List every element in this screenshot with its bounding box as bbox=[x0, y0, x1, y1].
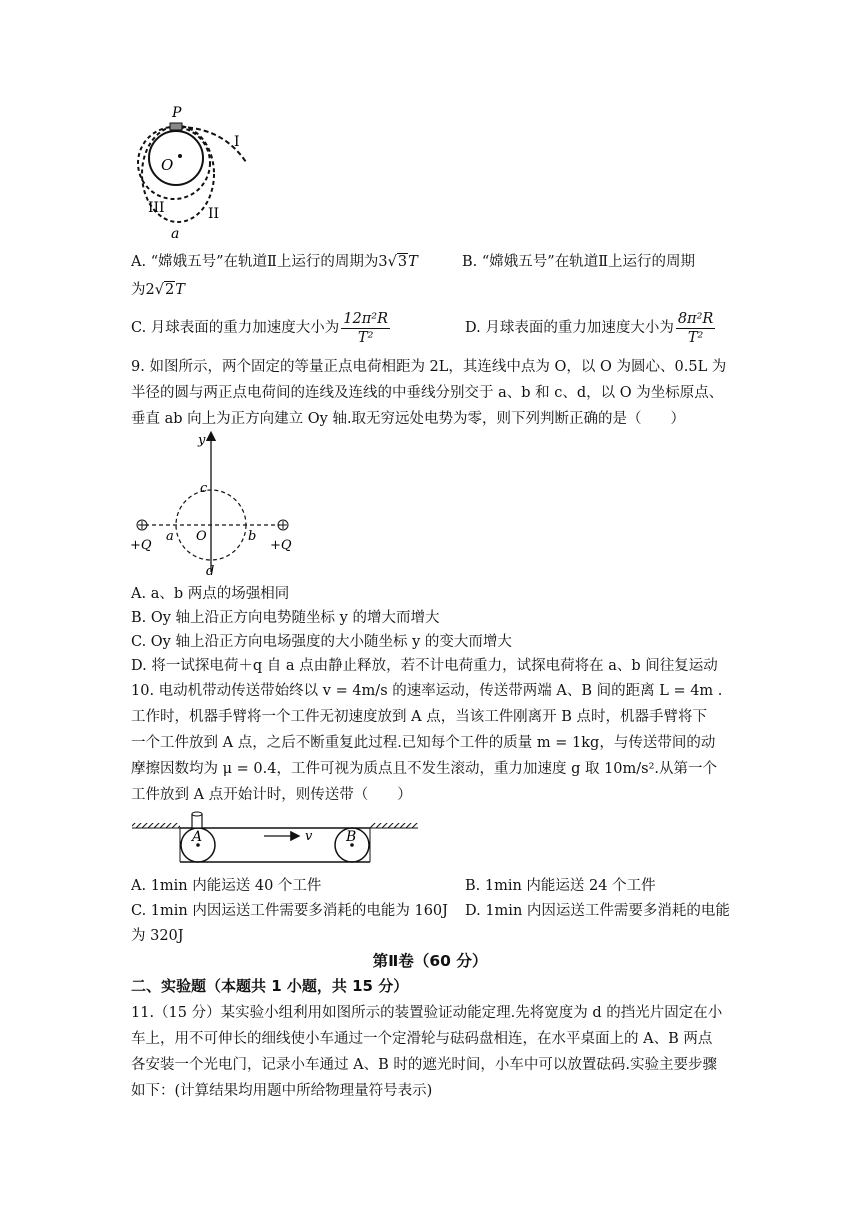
q10-option-d-wrap: 为 320J bbox=[131, 928, 184, 944]
q8-a-radicand: 3 bbox=[397, 254, 408, 270]
q11-line4: 如下：(计算结果均用题中所给物理量符号表示) bbox=[131, 1083, 433, 1099]
q8-option-b: B. “嫦娥五号”在轨道Ⅱ上运行的周期 bbox=[462, 254, 696, 270]
label-II: II bbox=[208, 206, 220, 222]
q8-a-coef: 3 bbox=[378, 254, 388, 270]
q9-option-d: D. 将一试探电荷＋q 自 a 点由静止释放，若不计电荷重力，试探电荷将在 a、b 间往复运动 bbox=[131, 658, 718, 674]
q10-option-d: D. 1min 内因运送工件需要多消耗的电能 bbox=[465, 903, 730, 919]
q8-option-a-row: A. “嫦娥五号”在轨道Ⅱ上运行的周期为3√3T bbox=[131, 254, 418, 270]
moon-center-dot bbox=[178, 154, 182, 158]
q11-line3: 各安装一个光电门，记录小车通过 A、B 时的遮光时间，小车中可以放置砝码.实验主要步骤 bbox=[131, 1057, 717, 1073]
q8-option-b-wrap: 为2√2T bbox=[131, 282, 185, 298]
conveyor-diagram bbox=[130, 810, 422, 868]
q9-option-c: C. Oy 轴上沿正方向电场强度的大小随坐标 y 的变大而增大 bbox=[131, 634, 512, 650]
q9-option-b: B. Oy 轴上沿正方向电势随坐标 y 的增大而增大 bbox=[131, 610, 440, 626]
q8-option-d-row bbox=[465, 309, 715, 347]
q10-stem-line1: 10. 电动机带动传送带始终以 v = 4m/s 的速率运动，传送带两端 A、B 间的距离 L = 4m . bbox=[131, 683, 723, 699]
label-y: y bbox=[198, 433, 206, 448]
label-a: a bbox=[171, 226, 180, 240]
q8-option-d: D. 月球表面的重力加速度大小为 bbox=[465, 320, 674, 336]
q8-option-a: A. “嫦娥五号”在轨道Ⅱ上运行的周期为 bbox=[131, 254, 379, 270]
orbit-diagram bbox=[128, 100, 258, 240]
q10-option-c: C. 1min 内因运送工件需要多消耗的电能为 160J bbox=[131, 903, 448, 919]
label-v: v bbox=[305, 829, 313, 844]
q10-stem-line2: 工作时，机器手臂将一个工件无初速度放到 A 点，当该工件刚离开 B 点时，机器手臂将下 bbox=[131, 709, 708, 725]
volume-title: 第Ⅱ卷（60 分） bbox=[372, 952, 488, 970]
label-A: A bbox=[192, 829, 203, 845]
label-O: O bbox=[161, 156, 174, 174]
q10-stem-line4: 摩擦因数均为 μ = 0.4，工件可视为质点且不发生滚动，重力加速度 g 取 10m/s².从第一个 bbox=[131, 761, 718, 777]
label-P: P bbox=[172, 105, 182, 121]
q9-stem-line1: 9. 如图所示，两个固定的等量正点电荷相距为 2L，其连线中点为 O，以 O 为圆心、0.5L 为 bbox=[131, 359, 727, 375]
q8-c-fraction: $\frac{\text{12π²R}}{\text{T²}}$ bbox=[343, 310, 389, 346]
q10-option-b: B. 1min 内能运送 24 个工件 bbox=[465, 878, 656, 894]
charges-diagram bbox=[128, 430, 298, 580]
q8-b-wrap-text: 为 bbox=[131, 282, 146, 298]
label-q-right: +Q bbox=[270, 538, 292, 553]
q8-option-c-row bbox=[131, 309, 390, 347]
moon-circle bbox=[149, 131, 203, 185]
q10-option-a: A. 1min 内能运送 40 个工件 bbox=[131, 878, 322, 894]
label-d: d bbox=[206, 564, 215, 579]
q10-stem-line5: 工件放到 A 点开始计时，则传送带（ ） bbox=[131, 787, 412, 803]
label-a: a bbox=[166, 529, 174, 544]
q8-b-radicand: 2 bbox=[164, 282, 175, 298]
label-c: c bbox=[200, 481, 208, 496]
q10-stem-line3: 一个工件放到 A 点，之后不断重复此过程.已知每个工件的质量 m = 1kg，与传送带间的动 bbox=[131, 735, 716, 751]
label-q-left: +Q bbox=[130, 538, 152, 553]
probe-marker bbox=[170, 123, 182, 130]
section-heading: 二、实验题（本题共 1 小题，共 15 分） bbox=[131, 977, 409, 995]
label-b: b bbox=[248, 529, 257, 544]
q9-stem-line2: 半径的圆与两正点电荷间的连线及连线的中垂线分别交于 a、b 和 c、d，以 O 为坐标原点、 bbox=[131, 385, 724, 401]
q11-line1: 11.（15 分）某实验小组利用如图所示的装置验证动能定理.先将宽度为 d 的挡光片固定在小 bbox=[131, 1005, 723, 1021]
label-B: B bbox=[346, 829, 357, 845]
label-I: I bbox=[234, 134, 240, 150]
q8-b-var: T bbox=[175, 282, 185, 298]
q8-d-fraction: $\frac{\text{8π²R}}{\text{T²}}$ bbox=[677, 310, 714, 346]
ground-hatch-right bbox=[370, 823, 418, 828]
label-O: O bbox=[196, 529, 207, 544]
q9-stem-line3: 垂直 ab 向上为正方向建立 Oy 轴.取无穷远处电势为零，则下列判断正确的是（ ） bbox=[131, 411, 686, 427]
label-III: III bbox=[148, 200, 165, 216]
q11-line2: 车上，用不可伸长的细线使小车通过一个定滑轮与砝码盘相连，在水平桌面上的 A、B 两点 bbox=[131, 1031, 713, 1047]
q9-option-a: A. a、b 两点的场强相同 bbox=[131, 586, 290, 602]
q8-option-c: C. 月球表面的重力加速度大小为 bbox=[131, 320, 340, 336]
q8-a-var: T bbox=[408, 254, 418, 270]
q8-b-coef: 2 bbox=[145, 282, 155, 298]
ground-hatch-left bbox=[132, 823, 180, 828]
